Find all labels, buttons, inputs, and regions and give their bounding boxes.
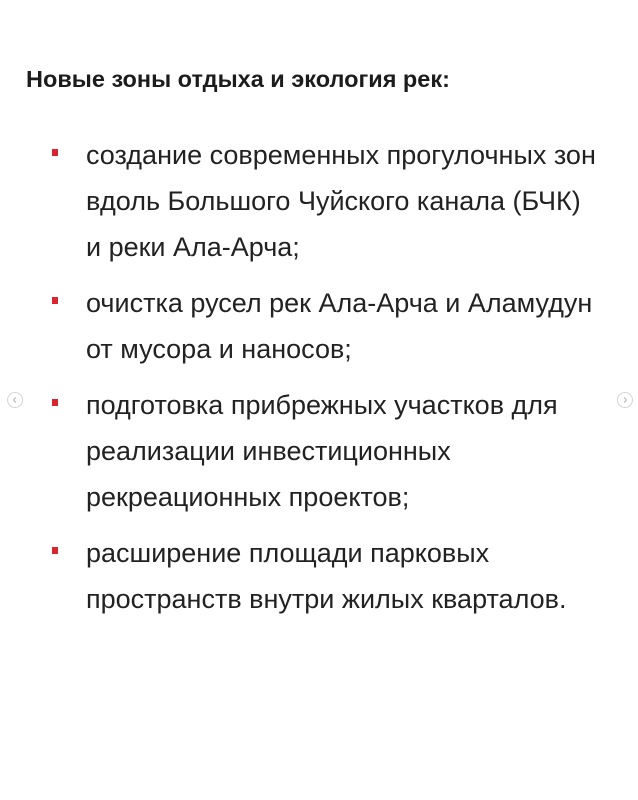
bullet-text: подготовка прибрежных участков для реализации инвестиционных рекреационных проектов; xyxy=(86,390,558,512)
bullet-text: очистка русел рек Ала-Арча и Аламудун от мусора и наносов; xyxy=(86,288,593,364)
chevron-left-icon xyxy=(11,396,19,404)
bullet-text: расширение площади парковых пространств внутри жилых кварталов. xyxy=(86,538,567,614)
bullet-item xyxy=(0,382,638,520)
square-bullet-icon xyxy=(52,149,58,156)
bullet-item xyxy=(0,280,638,372)
bullet-item xyxy=(0,530,638,622)
slide-heading: Новые зоны отдыха и экология рек: xyxy=(26,66,450,92)
carousel-prev-button[interactable] xyxy=(7,392,23,408)
square-bullet-icon xyxy=(52,547,58,554)
square-bullet-icon xyxy=(52,297,58,304)
square-bullet-icon xyxy=(52,399,58,406)
bullet-item xyxy=(0,132,638,270)
chevron-right-icon xyxy=(621,396,629,404)
carousel-next-button[interactable] xyxy=(617,392,633,408)
bullet-list xyxy=(0,132,638,632)
bullet-text: создание современных прогулочных зон вдоль Большого Чуйского канала (БЧК) и реки Ала-Арча; xyxy=(86,140,596,262)
